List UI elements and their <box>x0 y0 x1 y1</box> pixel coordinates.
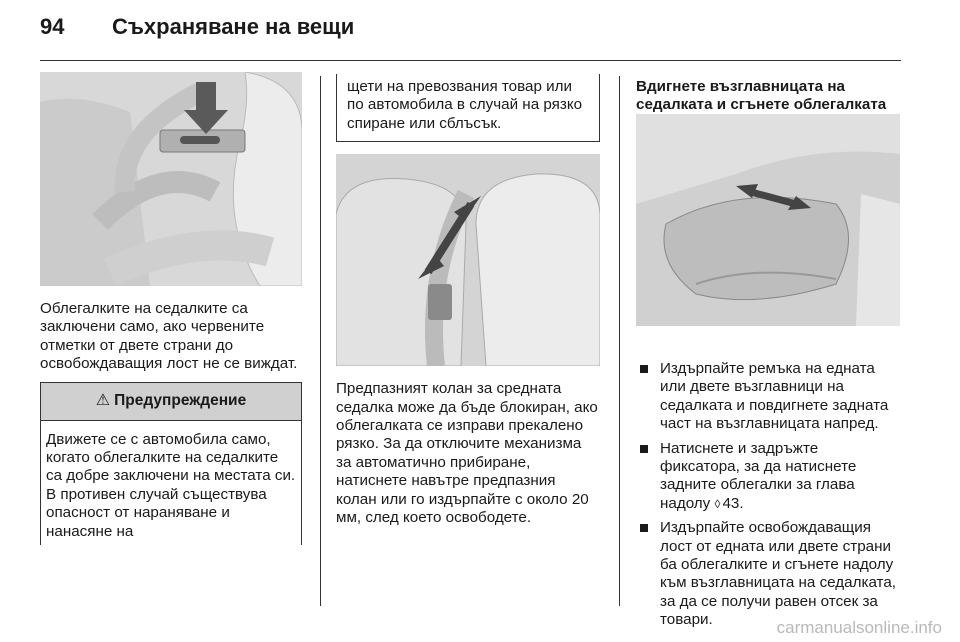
page-number: 94 <box>40 14 65 39</box>
column-divider-left <box>320 76 321 606</box>
section-heading: Вдигнете възглавницата на седалката и сгънете облегалката <box>636 78 887 113</box>
list-item-text: Издърпайте ремъка на едната или двете възглавници на седалката и повдигнете задната част на възглавницата напред. <box>660 360 889 433</box>
column-1 <box>40 72 302 545</box>
warning-triangle-icon: ⚠ <box>95 391 111 409</box>
bullet-square-icon <box>640 445 648 453</box>
seat-lock-illustration <box>40 72 302 286</box>
list-item <box>636 360 900 434</box>
warning-title: Предупреждение <box>114 391 247 409</box>
column-2 <box>336 74 600 527</box>
warning-box <box>40 382 302 545</box>
caption-seat-lock: Облегалките на седалките са заключени само, ако червените отметки от двете страни до освобождаващия лост не се виждат. <box>40 300 298 373</box>
header-rule <box>40 60 901 61</box>
warning-continuation-text: щети на превозвания товар или по автомобила в случай на рязко спиране или сблъсък. <box>347 78 583 132</box>
page-reference-icon: ◊ <box>714 496 721 511</box>
page-reference[interactable]: 43. <box>722 494 744 512</box>
instruction-list <box>636 360 900 630</box>
list-item-text: Издърпайте освобождаващия лост от едната или двете страни ба облегалките и сгънете надолу към възглавницата на седалката, за да се получи равен отсек за товари. <box>660 519 897 629</box>
seat-cushion-illustration <box>636 114 900 326</box>
bullet-square-icon <box>640 365 648 373</box>
list-item <box>636 440 900 514</box>
watermark: carmanualsonline.info <box>776 618 942 637</box>
list-item-text: Натиснете и задръжте фиксатора, за да натиснете задните облегалки за глава надолу <box>660 439 857 512</box>
column-3 <box>636 78 900 636</box>
page-title: Съхраняване на вещи <box>112 14 355 39</box>
warning-continuation <box>336 74 600 142</box>
column-divider-right <box>619 76 620 606</box>
list-item <box>636 519 900 629</box>
bullet-square-icon <box>640 524 648 532</box>
seatbelt-paragraph: Предпазният колан за средната седалка може да бъде блокиран, ако облегалката се изправи прекалено рязко. За да отключите механизма за автоматично прибиране, натиснете навътре предпазния колан или го издърпайте с около 20 мм, след което освободете. <box>336 380 598 527</box>
warning-text: Движете се с автомобила само, когато облегалките на седалките са добре заключени на местата си. В противен случай съществува опасност от нараняване и нанасяне на <box>46 430 296 540</box>
warning-header <box>40 382 302 421</box>
warning-body <box>40 421 302 545</box>
middle-seatbelt-illustration <box>336 154 600 366</box>
page-header <box>40 14 354 40</box>
